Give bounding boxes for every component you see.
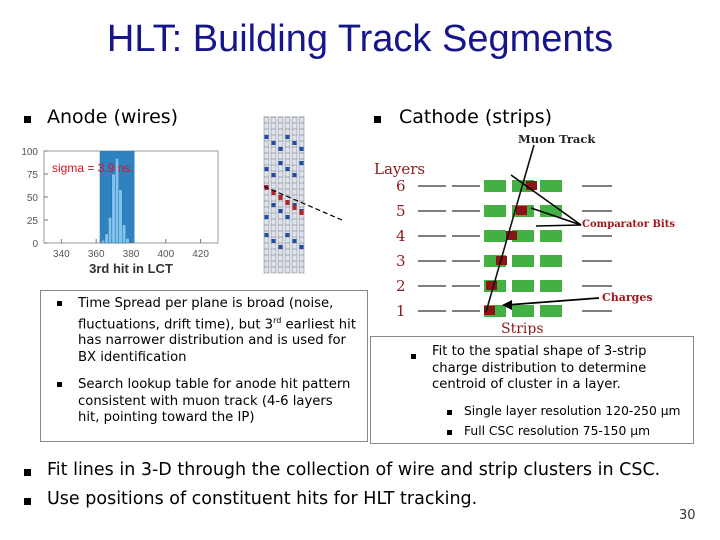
y-tick-label: 0 bbox=[32, 239, 38, 250]
wire-hit bbox=[265, 233, 269, 237]
layers-label: Layers bbox=[374, 160, 426, 178]
wire-hit bbox=[272, 239, 276, 243]
wire-hit bbox=[300, 161, 304, 165]
bullet-icon bbox=[411, 354, 416, 359]
cathode-heading: Cathode (strips) bbox=[399, 106, 553, 128]
x-tick-label: 400 bbox=[157, 249, 175, 260]
strip-charge bbox=[484, 205, 506, 217]
bullet-icon bbox=[447, 410, 452, 415]
wire-hit bbox=[286, 167, 290, 171]
wire-hits-diagram bbox=[262, 115, 342, 275]
x-axis-label: 3rd hit in LCT bbox=[89, 261, 173, 276]
wire-hit bbox=[272, 141, 276, 145]
histogram-bar bbox=[122, 225, 125, 243]
layer-number: 2 bbox=[396, 277, 406, 295]
strip-charge bbox=[512, 305, 534, 317]
wire-hit bbox=[293, 239, 297, 243]
x-tick-label: 340 bbox=[53, 249, 70, 260]
wire-hit bbox=[279, 147, 283, 151]
wire-hit-red bbox=[293, 205, 297, 210]
wire-hit bbox=[293, 141, 297, 145]
y-tick-label: 25 bbox=[26, 216, 38, 227]
wire-hit-red bbox=[279, 195, 283, 200]
wire-hit bbox=[300, 245, 304, 249]
histogram-chart bbox=[18, 143, 233, 278]
comparator-arrow-3 bbox=[536, 225, 581, 226]
layer-number: 1 bbox=[396, 302, 406, 320]
wire-hit bbox=[286, 233, 290, 237]
sigma-label: sigma = 3.9 ns. bbox=[52, 161, 134, 175]
comparator-bits-label: Comparator Bits bbox=[582, 219, 675, 230]
strip-charge bbox=[484, 180, 506, 192]
muon-track-label: Muon Track bbox=[518, 132, 596, 146]
y-tick-label: 100 bbox=[21, 147, 38, 158]
y-tick-label: 50 bbox=[26, 193, 38, 204]
strip-charge bbox=[540, 305, 562, 317]
x-tick-label: 380 bbox=[122, 249, 140, 260]
anode-bullet-1: Time Spread per plane is broad (noise, fluctuations, drift time), but 3rd earliest hit has narrower distribution and is used for BX identification bbox=[78, 296, 356, 365]
wire-hit bbox=[286, 135, 290, 139]
wire-hit bbox=[279, 245, 283, 249]
wire-hit bbox=[279, 161, 283, 165]
bullet-icon bbox=[24, 116, 31, 123]
page-number: 30 bbox=[679, 508, 696, 523]
bullet-icon bbox=[57, 382, 62, 387]
strip-charge bbox=[540, 230, 562, 242]
bullet-icon bbox=[24, 469, 31, 476]
bullet-icon bbox=[374, 116, 381, 123]
strips-label: Strips bbox=[501, 321, 544, 335]
strip-charge bbox=[512, 255, 534, 267]
layer-number: 3 bbox=[396, 252, 406, 270]
strip-charge bbox=[540, 255, 562, 267]
bottom-bullet-1: Fit lines in 3-D through the collection of wire and strip clusters in CSC. bbox=[47, 460, 661, 480]
strip-charge bbox=[484, 230, 506, 242]
wire-hit bbox=[279, 209, 283, 213]
anode-bullet-2: Search lookup table for anode hit pattern consistent with muon track (4-6 layers hit, pointing toward the IP) bbox=[78, 377, 351, 425]
cathode-sub-bullet-2: Full CSC resolution 75-150 µm bbox=[464, 424, 651, 438]
wire-hit bbox=[300, 147, 304, 151]
wire-hit bbox=[286, 215, 290, 219]
wire-hit bbox=[272, 173, 276, 177]
layer-number: 6 bbox=[396, 177, 406, 195]
bullet-icon bbox=[57, 301, 62, 306]
strip-charge bbox=[540, 180, 562, 192]
charges-label: Charges bbox=[602, 291, 653, 304]
wire-hit bbox=[293, 173, 297, 177]
bullet-icon bbox=[447, 430, 452, 435]
bottom-bullet-2: Use positions of constituent hits for HLT tracking. bbox=[47, 489, 478, 509]
x-tick-label: 420 bbox=[192, 249, 209, 260]
comparator-bit bbox=[526, 181, 537, 190]
layer-number: 4 bbox=[396, 227, 406, 245]
bullet-icon bbox=[24, 498, 31, 505]
strip-charge bbox=[540, 280, 562, 292]
wire-hit-red bbox=[300, 210, 304, 215]
slide-title: HLT: Building Track Segments bbox=[106, 18, 614, 60]
histogram-bar bbox=[112, 174, 115, 243]
wire-hit bbox=[265, 135, 269, 139]
cathode-bullet-1: Fit to the spatial shape of 3-strip charge distribution to determine centroid of cluster in a layer. bbox=[432, 344, 647, 392]
histogram-bar bbox=[101, 240, 104, 243]
layer-number: 5 bbox=[396, 202, 406, 220]
histogram-bar bbox=[126, 238, 129, 243]
anode-heading: Anode (wires) bbox=[47, 106, 179, 128]
wire-hit-red bbox=[286, 200, 290, 205]
strip-diagram bbox=[366, 130, 686, 335]
cathode-sub-bullet-1: Single layer resolution 120-250 µm bbox=[464, 404, 681, 418]
strip-charge bbox=[512, 280, 534, 292]
histogram-bar bbox=[119, 190, 122, 243]
histogram-bar bbox=[105, 234, 108, 243]
charges-arrow bbox=[506, 298, 599, 305]
wire-hit bbox=[265, 215, 269, 219]
wire-hit bbox=[265, 167, 269, 171]
comparator-bit bbox=[516, 206, 527, 215]
y-tick-label: 75 bbox=[26, 170, 38, 181]
histogram-bar bbox=[108, 217, 111, 243]
x-tick-label: 360 bbox=[87, 249, 105, 260]
wire-hit bbox=[272, 203, 276, 207]
